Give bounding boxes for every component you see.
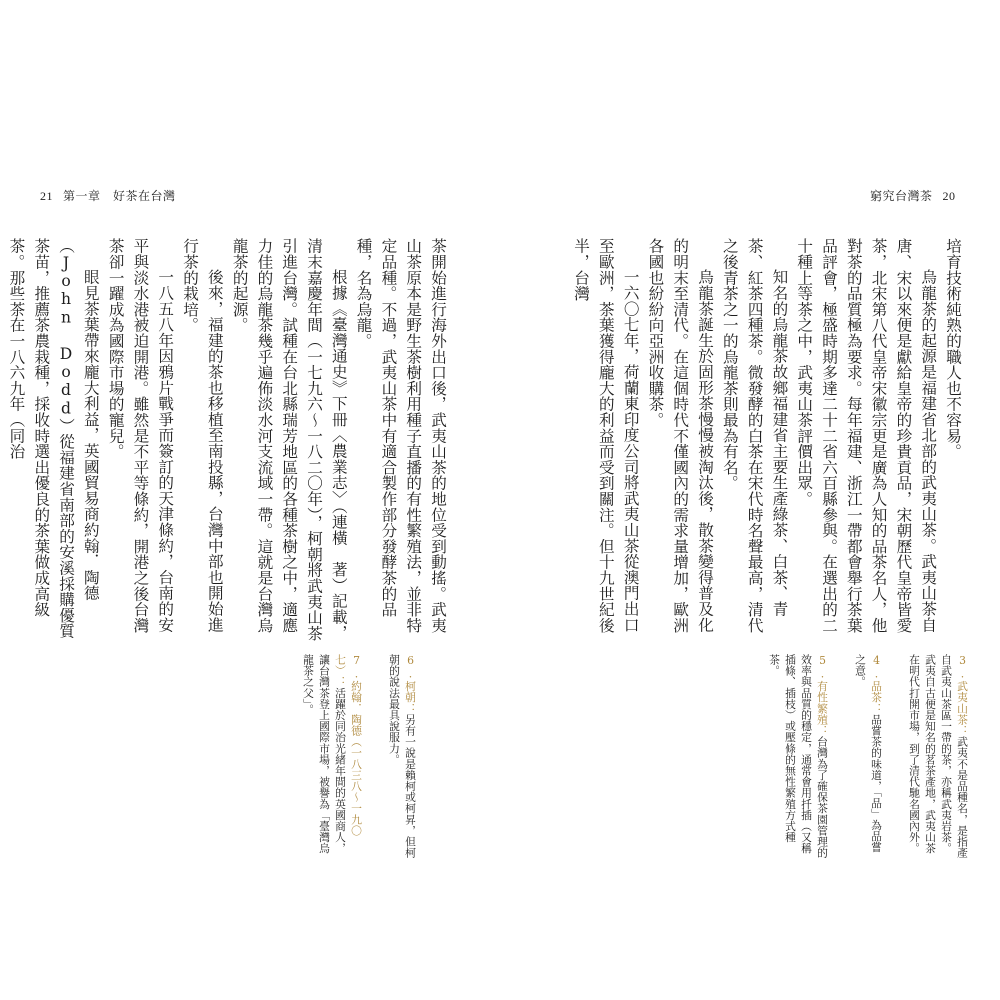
book-title: 窮究台灣茶: [870, 189, 933, 203]
paragraph: 眼見茶葉帶來龐大利益，英國貿易商約翰．陶德（John Dodd）從福建省南部的安溪採購優質茶苗，推薦茶農栽種，採收時選出優良的茶葉做成高級茶。那些茶在一八六九年（同治: [7, 238, 100, 639]
body-text: [7, 238, 450, 646]
paragraph: 烏龍茶誕生於固形茶慢慢被淘汰後，散茶變得普及化的明末至清代。在這個時代不僅國內的需求量增加，歐洲各國也紛紛向亞洲收購茶。: [646, 238, 715, 633]
page-number: 21: [40, 189, 53, 203]
right-page: [500, 0, 1000, 1000]
footnotes: [258, 654, 418, 859]
footnote-text: 活躍於同治光緒年間的英國商人，讓台灣茶登上國際市場，被譽為「臺灣烏龍茶之父」。: [302, 654, 347, 854]
body-text: [565, 238, 965, 646]
paragraph: 後來，福建的茶也移植至南投縣，台灣中部也開始進行茶的栽培。: [181, 238, 224, 633]
footnote-title: 6.柯朝：: [404, 654, 417, 714]
footnote: [386, 654, 418, 859]
footnote-title: 7.約翰．陶德（一八三八～一九〇七）：: [334, 654, 363, 836]
chapter-title: 第一章 好茶在台灣: [63, 189, 176, 203]
footnote-text: 品嘗茶的味道，「品」為品嘗之意。: [854, 654, 883, 853]
footnote-text: 另有一說是賴柯或柯昇，但柯朝的說法最具說服力。: [388, 654, 417, 859]
paragraph: 培育技術純熟的職人也不容易。: [944, 238, 962, 460]
paragraph: 一八五八年因鴉片戰爭而簽訂的天津條約，台南的安平與淡水港被迫開港。雖然是不平等條約，開港之後台灣茶卻一躍成為國際市場的寵兒。: [106, 238, 175, 633]
footnote-title: 3.武夷山茶：: [956, 654, 969, 737]
footnote-text: 武夷不是品種名，是指產自武夷山茶區一帶的茶，亦稱武夷岩茶。武夷自古便是知名的茗茶產地，武夷山茶在明代打開市場，到了清代馳名國內外。: [908, 654, 969, 859]
footnote-title: 4.品茶：: [870, 654, 883, 714]
paragraph: 根據《臺灣通史》下冊〈農業志〉（連橫 著）記載，清末嘉慶年間（一七九六～一八二〇年），柯朝將武夷山茶引進台灣。試種在台北縣瑞芳地區的各種茶樹之中，適應力佳的烏龍茶幾乎遍佈淡水河支流域一帶。這就是台灣烏龍茶的起源。: [230, 238, 348, 641]
paragraph: 烏龍茶的起源是福建省北部的武夷山茶。武夷山茶自唐、宋以來便是獻給皇帝的珍貴貢品，宋朝歷代皇帝皆愛茶，北宋第八代皇帝宋徽宗更是廣為人知的品茶名人，他對茶的品質極為要求。每年福建、浙江一帶都會舉行茶葉品評會，極盛時期多達二十二省六百縣參與。在選出的二十種上等茶之中，武夷山茶評價出眾。: [795, 238, 938, 633]
footnote-text: 台灣為了確保茶園管理的效率與品質的穩定，通常會用扦插（又稱插條、插枝）或壓條的無性繁殖方式種茶。: [768, 654, 829, 859]
footnote: [852, 654, 884, 859]
running-header: [40, 187, 176, 204]
footnote: [906, 654, 970, 859]
footnote: [300, 654, 364, 859]
paragraph: 知名的烏龍茶故鄉福建省主要生產綠茶、白茶、青茶、紅茶四種茶。微發酵的白茶在宋代時名聲最高，清代之後青茶之一的烏龍茶則最為有名。: [720, 238, 789, 633]
running-header: [870, 187, 956, 204]
footnote: [766, 654, 830, 859]
footnotes: [730, 654, 970, 859]
footnote-title: 5.有性繁殖：: [816, 654, 829, 737]
paragraph: 茶開始進行海外出口後，武夷山茶的地位受到動搖。武夷山茶原本是野生茶樹利用種子直播的有性繁殖法，並非特定品種。不過，武夷山茶中有適合製作部分發酵茶的品種，名為烏龍。: [354, 238, 447, 633]
paragraph: 一六〇七年，荷蘭東印度公司將武夷山茶從澳門出口至歐洲，茶葉獲得龐大的利益而受到關注。但十九世紀後半，台灣: [572, 238, 640, 633]
page-number: 20: [942, 189, 956, 203]
